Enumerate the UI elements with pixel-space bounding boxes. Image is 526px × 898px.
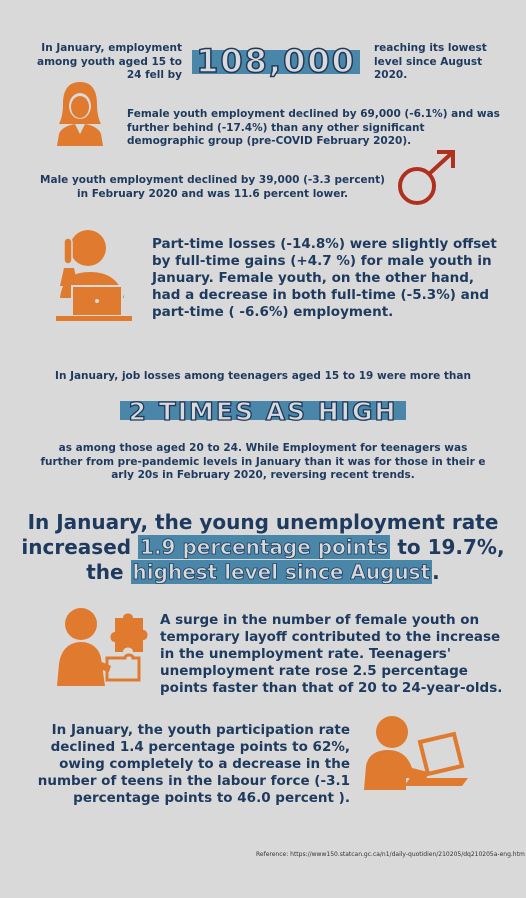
person-puzzle-icon — [55, 606, 149, 692]
lowest-level-text: reaching its lowest level since August 2020. — [374, 42, 487, 81]
headline-part2: to 19.7%, the — [86, 535, 505, 584]
headline-highlight-august: highest level since August — [132, 560, 431, 584]
unemployment-headline — [20, 510, 506, 585]
male-employment-text: Male youth employment declined by 39,000 (-3.3 percent) in February 2020 and was 11.6 percent lower. — [40, 174, 385, 200]
teen-losses-intro-text: In January, job losses among teenagers aged 15 to 19 were more than — [55, 370, 471, 382]
headline-part1: In January, the young unemployment rate increased — [21, 510, 499, 559]
male-symbol-icon — [395, 148, 461, 212]
employment-intro-text: In January, employment among youth aged 15 to 24 fell by — [37, 42, 182, 81]
person-laptop-phone-icon — [50, 228, 136, 330]
two-times-as-high-text: 2 TIMES AS HIGH — [128, 397, 398, 426]
teen-comparison-text: as among those aged 20 to 24. While Employment for teenagers was further from pre-pandemic levels in January than it was for those in their e arly 20s in February 2020, reversing recent trends. — [40, 442, 486, 481]
female-employment-text: Female youth employment declined by 69,000 (-6.1%) and was further behind (-17.4%) than any other significant demographic group (pre-COVID February 2020). — [127, 108, 500, 147]
person-desk-laptop-icon — [350, 712, 470, 800]
part-time-losses-text: Part-time losses (-14.8%) were slightly offset by full-time gains (+4.7 %) for male youth in January. Female youth, on the other hand, had a decrease in both full-time (-5.3%) and part-time ( -6.6%) employment. — [152, 236, 497, 320]
participation-rate-text: In January, the youth participation rate declined 1.4 percentage points to 62%, owing completely to a decrease in the number of teens in the labour force (-3.1 percentage points to 46.0 percent ). — [37, 722, 350, 806]
businesswoman-icon — [55, 80, 105, 150]
headline-part3: . — [432, 560, 440, 584]
temporary-layoff-text: A surge in the number of female youth on temporary layoff contributed to the increase in the unemployment rate. Teenagers' unemployment rate rose 2.5 percentage points faster than that of 20 to 24-year-olds. — [160, 612, 503, 696]
reference-text: Reference: https://www150.statcan.gc.ca/n1/daily-quotidien/210205/dq210205a-eng.htm — [256, 851, 525, 858]
headline-highlight-points: 1.9 percentage points — [140, 535, 389, 559]
big-number-108000: 108,000 — [196, 42, 356, 80]
